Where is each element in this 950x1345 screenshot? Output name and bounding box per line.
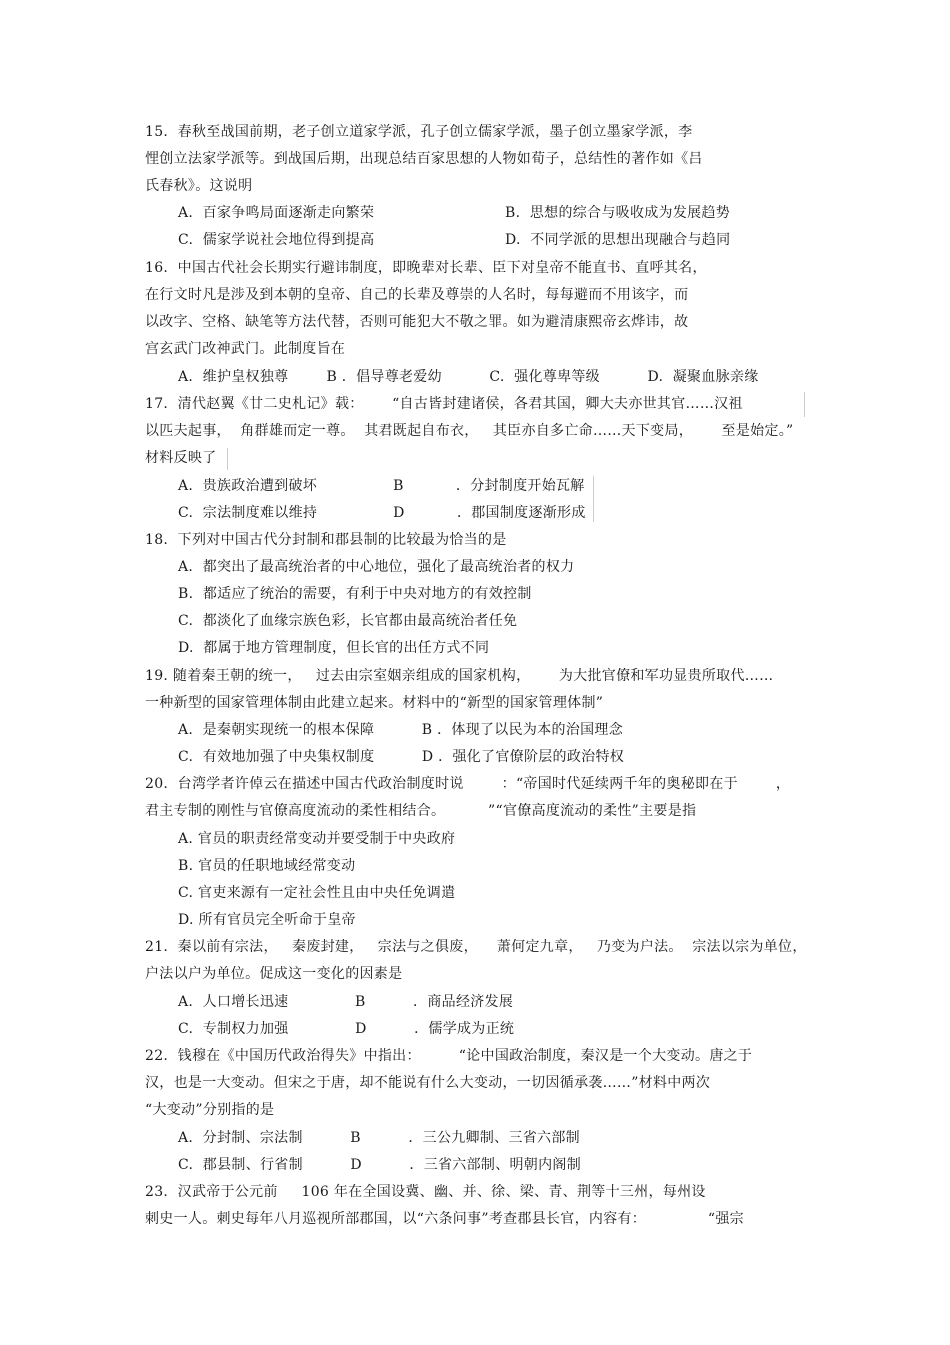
q19-options-cd: C. 有效地加强了中央集权制度 D ．强化了官僚阶层的政治特权 bbox=[178, 749, 625, 765]
q15-stem-line-3: 氏春秋》。这说明 bbox=[145, 178, 253, 194]
q23-stem-line-1: 23. 汉武帝于公元前 106 年在全国设冀、幽、并、徐、梁、青、荆等十三州，每州设 bbox=[145, 1184, 706, 1200]
q22-options-cd: C. 郡县制、行省制 D ．三省六部制、明朝内阁制 bbox=[178, 1157, 581, 1173]
q19-options-ab: A. 是秦朝实现统一的根本保障 B ．体现了以民为本的治国理念 bbox=[178, 722, 623, 738]
q15-option-a: A. 百家争鸣局面逐渐走向繁荣 bbox=[178, 205, 375, 221]
q20-option-d: D. 所有官员完全听命于皇帝 bbox=[178, 912, 356, 928]
scan-border-line bbox=[227, 448, 228, 470]
q15-stem-line-1: 15. 春秋至战国前期，老子创立道家学派，孔子创立儒家学派，墨子创立墨家学派，李 bbox=[145, 124, 693, 140]
q20-option-b: B. 官员的任职地域经常变动 bbox=[178, 858, 356, 874]
q21-stem-line-2: 户法以户为单位。促成这一变化的因素是 bbox=[145, 966, 403, 982]
q15-option-d: D. 不同学派的思想出现融合与趋同 bbox=[505, 232, 731, 248]
q18-option-d: D. 都属于地方管理制度，但长官的出任方式不同 bbox=[178, 640, 490, 656]
q22-stem-line-3: “大变动”分别指的是 bbox=[145, 1102, 275, 1118]
q21-options-ab: A. 人口增长迅速 B ．商品经济发展 bbox=[178, 994, 514, 1010]
q16-stem-line-2: 在行文时凡是涉及到本朝的皇帝、自己的长辈及尊崇的人名时，每每避而不用该字，而 bbox=[145, 287, 689, 303]
q16-stem-line-3: 以改字、空格、缺笔等方法代替，否则可能犯大不敬之罪。如为避清康熙帝玄烨讳，故 bbox=[145, 314, 689, 330]
q20-option-c: C. 官吏来源有一定社会性且由中央任免调遣 bbox=[178, 885, 456, 901]
q22-stem-line-2: 汉，也是一大变动。但宋之于唐，却不能说有什么大变动，一切因循承袭……”材料中两次 bbox=[145, 1075, 711, 1091]
q20-option-a: A. 官员的职责经常变动并要受制于中央政府 bbox=[178, 831, 456, 847]
q18-stem-line-1: 18. 下列对中国古代分封制和郡县制的比较最为恰当的是 bbox=[145, 532, 507, 548]
q20-stem-line-2: 君主专制的刚性与官僚高度流动的柔性相结合。 ”“官僚高度流动的柔性”主要是指 bbox=[145, 803, 697, 819]
q18-option-c: C. 都淡化了血缘宗族色彩，长官都由最高统治者任免 bbox=[178, 613, 518, 629]
q23-stem-line-2: 刺史一人。刺史每年八月巡视所部郡国，以“六条问事”考查郡县长官，内容有： “强宗 bbox=[145, 1211, 744, 1227]
q22-stem-line-1: 22. 钱穆在《中国历代政治得失》中指出： “论中国政治制度，秦汉是一个大变动。唐之于 bbox=[145, 1048, 753, 1064]
q17-options-ab: A. 贵族政治遭到破坏 B ．分封制度开始瓦解 bbox=[178, 478, 585, 494]
q16-options: A. 维护皇权独尊 B ．倡导尊老爱幼 C. 强化尊卑等级 D. 凝聚血脉亲缘 bbox=[178, 369, 759, 385]
q22-options-ab: A. 分封制、宗法制 B ．三公九卿制、三省六部制 bbox=[178, 1130, 580, 1146]
q17-options-cd: C. 宗法制度难以维持 D ．郡国制度逐渐形成 bbox=[178, 505, 586, 521]
scan-border-line bbox=[804, 392, 805, 417]
q18-option-b: B. 都适应了统治的需要，有利于中央对地方的有效控制 bbox=[178, 586, 532, 602]
q21-stem-line-1: 21. 秦以前有宗法， 秦废封建， 宗法与之俱废， 萧何定九章， 乃变为户法。 宗法以宗为单位， bbox=[145, 939, 807, 955]
q17-stem-line-1: 17. 清代赵翼《廿二史札记》载： “自古皆封建诸侯，各君其国，卿大夫亦世其官……汉祖 bbox=[145, 396, 743, 412]
q21-options-cd: C. 专制权力加强 D ．儒学成为正统 bbox=[178, 1021, 515, 1037]
q15-option-c: C. 儒家学说社会地位得到提高 bbox=[178, 232, 375, 248]
q19-stem-line-1: 19. 随着秦王朝的统一， 过去由宗室姻亲组成的国家机构， 为大批官僚和军功显贵所取代…… bbox=[145, 668, 774, 684]
q16-stem-line-1: 16. 中国古代社会长期实行避讳制度，即晚辈对长辈、臣下对皇帝不能直书、直呼其名， bbox=[145, 260, 707, 276]
q16-stem-line-4: 宫玄武门改神武门。此制度旨在 bbox=[145, 341, 346, 357]
q15-stem-line-2: 悝创立法家学派等。到战国后期，出现总结百家思想的人物如荀子，总结性的著作如《吕 bbox=[145, 151, 703, 167]
q18-option-a: A. 都突出了最高统治者的中心地位，强化了最高统治者的权力 bbox=[178, 559, 575, 575]
q17-stem-line-3: 材料反映了 bbox=[145, 450, 217, 466]
q19-stem-line-2: 一种新型的国家管理体制由此建立起来。材料中的“新型的国家管理体制” bbox=[145, 695, 604, 711]
scan-border-line bbox=[593, 476, 594, 522]
q15-option-b: B. 思想的综合与吸收成为发展趋势 bbox=[505, 205, 731, 221]
q17-stem-line-2: 以匹夫起事， 角群雄而定一尊。 其君既起自布衣， 其臣亦自多亡命……天下变局， 至是始定。” bbox=[145, 423, 794, 439]
q20-stem-line-1: 20. 台湾学者许倬云在描述中国古代政治制度时说 ：“帝国时代延续两千年的奥秘即在于 ， bbox=[145, 776, 791, 792]
